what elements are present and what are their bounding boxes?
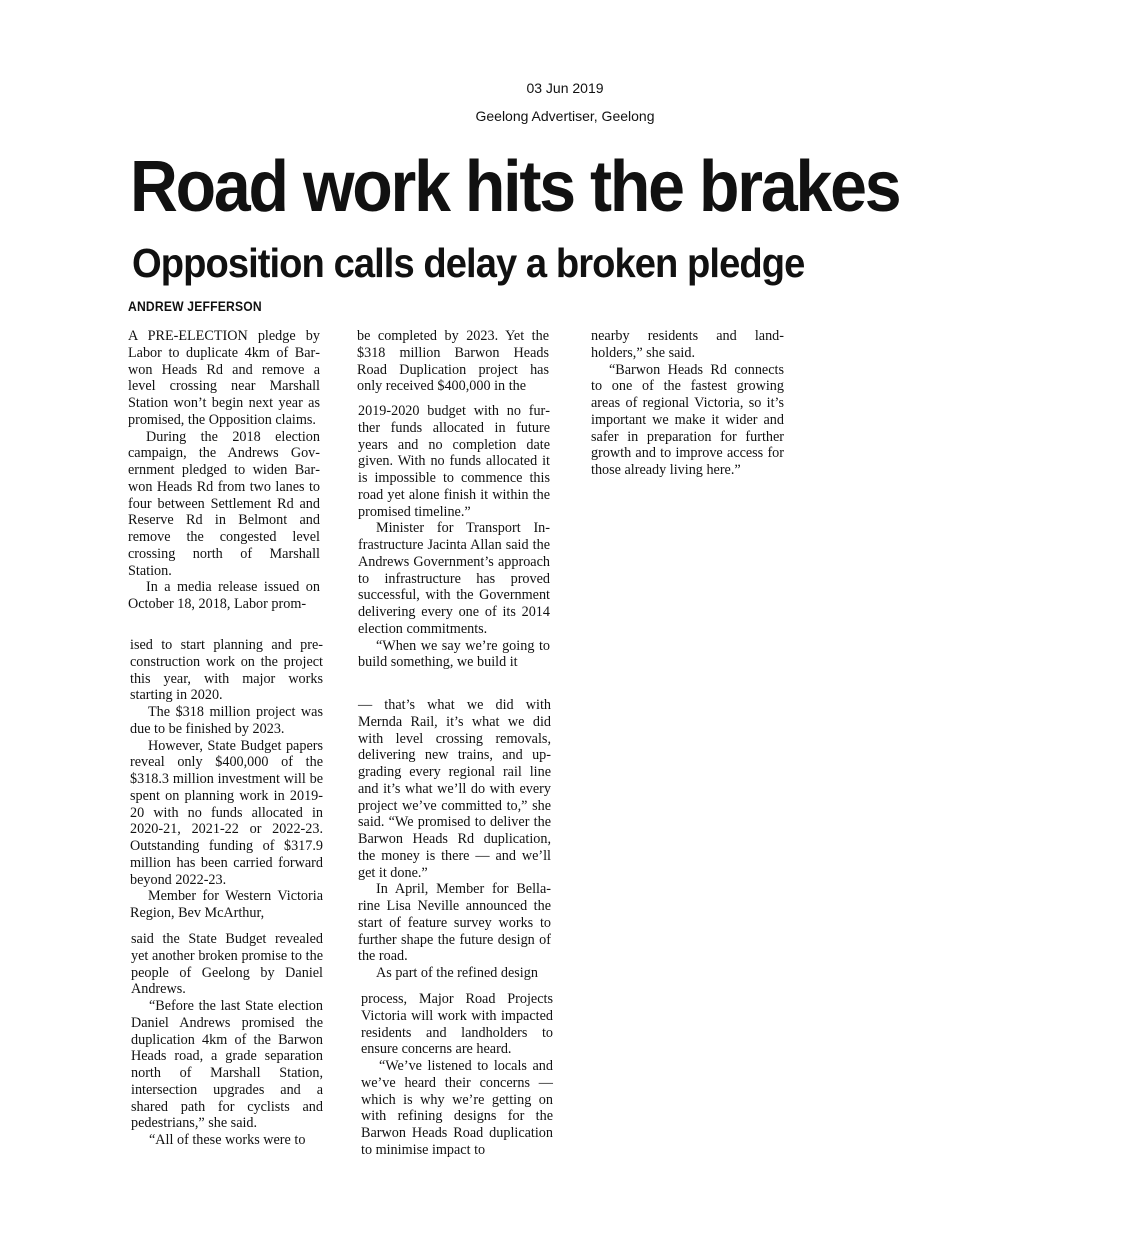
paragraph: “When we say we’re going to build something, we build it — [358, 637, 550, 671]
paragraph: “All of these works were to — [149, 1132, 306, 1148]
paragraph: ised to start planning and preconstruction work on the project this year, with major works starting in 2020. — [130, 637, 323, 704]
paragraph: In April, Member for Bellarine Lisa Neville announced the start of feature survey works to further shape the future design of the road. — [358, 881, 551, 965]
column-2-block-1 — [357, 328, 549, 395]
paragraph: “We’ve listened to locals and we’ve heard their concerns — which is why we’re getting on with refining designs for the Barwon Heads Road duplication to minimise impact to — [361, 1058, 553, 1158]
paragraph: In a media release issued on October 18, 2018, Labor prom- — [128, 579, 320, 612]
byline: ANDREW JEFFERSON — [128, 299, 262, 314]
headline: Road work hits the brakes — [130, 147, 900, 227]
column-1-block-3 — [131, 931, 323, 1149]
paragraph: process, Major Road Projects Victoria will work with impacted residents and landholders to ensure concerns are heard. — [361, 991, 553, 1058]
column-3-block-1 — [591, 328, 784, 479]
column-2-block-2 — [358, 403, 550, 671]
column-2-block-4 — [361, 991, 553, 1159]
paragraph: be completed by 2023. Yet the $318 million Barwon Heads Road Duplication project has only received $400,000 in the — [357, 328, 549, 395]
column-2-block-3 — [358, 697, 551, 982]
paragraph: During the 2018 election campaign, the Andrews Government pledged to widen Barwon Heads Rd from two lanes to four between Settlement Rd and Reserve Rd in Belmont and remove the congested level crossing north of Marshall Station. — [128, 428, 320, 579]
paragraph: As part of the refined design — [376, 965, 538, 981]
paragraph: Minister for Transport Infrastructure Jacinta Allan said the Andrews Government’s approach to infrastructure has proved successful, with the Government delivering every one of its 2014 election commitments. — [358, 520, 550, 637]
paragraph: A PRE-ELECTION pledge by Labor to duplicate 4km of Barwon Heads Rd and remove a level crossing near Marshall Station won’t begin next year as promised, the Opposition claims. — [128, 328, 320, 428]
paragraph: “Barwon Heads Rd connects to one of the fastest growing areas of regional Victoria, so it’s important we make it wider and safer in preparation for further growth and to improve access for those already living here.” — [591, 361, 784, 478]
paragraph: 2019-2020 budget with no further funds allocated in future years and no completion date given. With no funds allocated it is impossible to commence this road yet alone finish it within the promised timeline.” — [358, 403, 550, 520]
column-1-block-2 — [130, 637, 323, 922]
paragraph: The $318 million project was due to be finished by 2023. — [130, 704, 323, 737]
paragraph: said the State Budget revealed yet another broken promise to the people of Geelong by Daniel Andrews. — [131, 931, 323, 998]
paragraph: nearby residents and landholders,” she said. — [591, 328, 784, 361]
column-1-block-1 — [128, 328, 320, 613]
paragraph: “Before the last State election Daniel Andrews promised the duplication 4km of the Barwon Heads road, a grade separation north of Marshall Station, intersection upgrades and a shared path for cyclists and pedestrians,” she said. — [131, 998, 323, 1132]
article-date: 03 Jun 2019 — [526, 80, 604, 96]
paragraph: — that’s what we did with Mernda Rail, it’s what we did with level crossing removals, delivering new trains, and upgrading every regional rail line and it’s what we’ll do with every project we’ve committed to,” she said. “We promised to deliver the Barwon Heads Rd duplication, the money is there — and we’ll get it done.” — [358, 697, 551, 881]
subheadline: Opposition calls delay a broken pledge — [132, 240, 805, 286]
paragraph: However, State Budget papers reveal only $400,000 of the $318.3 million investment will be spent on planning work in 2019-20 with no funds allocated in 2020-21, 2021-22 or 2022-23. Outstanding funding of $317.9 million has been carried forward beyond 2022-23. — [130, 737, 323, 888]
publication-name: Geelong Advertiser, Geelong — [475, 108, 655, 124]
paragraph: Member for Western Victoria Region, Bev McArthur, — [130, 888, 323, 921]
